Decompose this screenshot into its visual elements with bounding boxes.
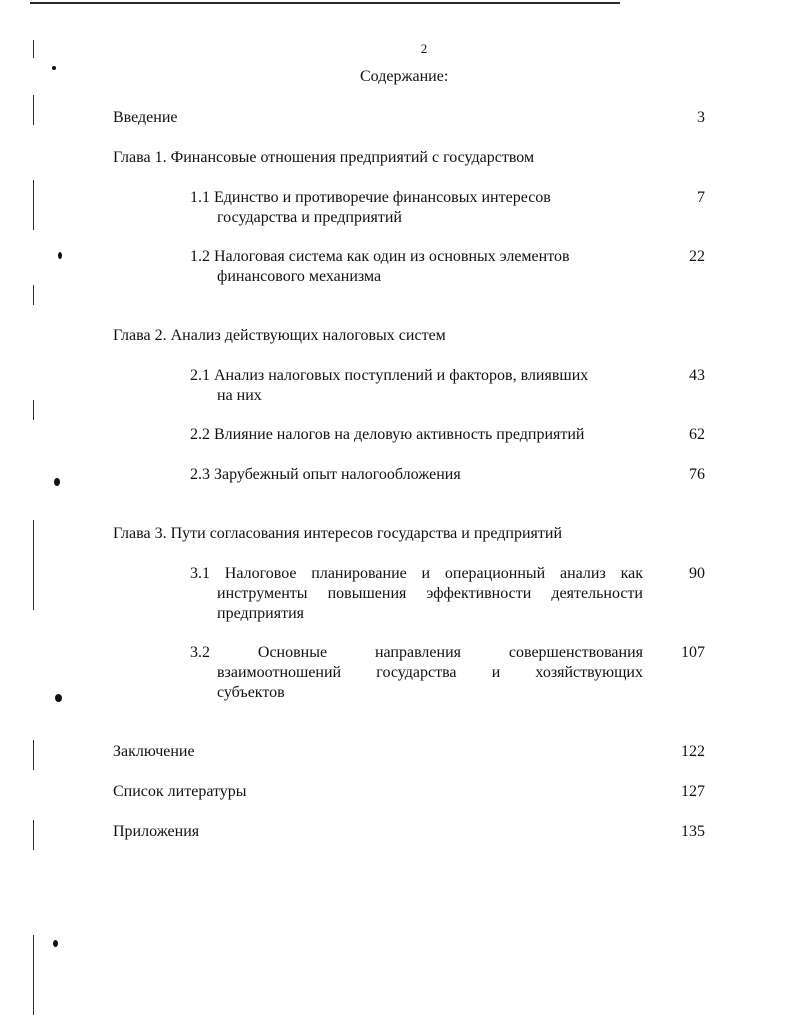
scan-left-mark xyxy=(33,180,34,230)
scan-left-mark xyxy=(33,820,34,850)
toc-section-3-2-cont2: субъектов xyxy=(217,684,285,701)
toc-entry-conclusion: Заключение xyxy=(113,743,195,760)
toc-chapter-3: Глава 3. Пути согласования интересов государства и предприятий xyxy=(113,525,563,542)
toc-page-literature: 127 xyxy=(681,783,705,800)
toc-section-3-1-cont2: предприятия xyxy=(217,605,304,622)
scan-left-mark xyxy=(33,95,34,125)
toc-section-3-1-cont: инструменты повышения эффективности деятельности xyxy=(217,585,643,602)
toc-section-1-2: 1.2 Налоговая система как один из основных элементов xyxy=(190,248,570,265)
toc-page-appendix: 135 xyxy=(681,823,705,840)
toc-page-2-1: 43 xyxy=(689,367,705,384)
toc-page-conclusion: 122 xyxy=(681,743,705,760)
toc-page-1-2: 22 xyxy=(689,248,705,265)
scan-left-mark xyxy=(33,285,34,305)
scan-left-mark xyxy=(33,935,34,1015)
toc-page-intro: 3 xyxy=(697,109,705,126)
toc-section-3-2: 3.2 Основные направления совершенствования xyxy=(190,644,643,661)
scan-left-mark xyxy=(33,740,34,770)
toc-chapter-2: Глава 2. Анализ действующих налоговых систем xyxy=(113,327,446,344)
scan-punch-dot xyxy=(54,478,60,486)
scan-top-border xyxy=(30,2,620,4)
scan-punch-dot xyxy=(58,252,62,259)
page-title: Содержание: xyxy=(360,68,449,85)
page-number: 2 xyxy=(420,41,428,56)
toc-page-2-3: 76 xyxy=(689,466,705,483)
toc-entry-intro: Введение xyxy=(113,109,178,126)
scan-punch-dot xyxy=(55,694,62,702)
toc-page-1-1: 7 xyxy=(697,189,705,206)
toc-section-2-3: 2.3 Зарубежный опыт налогообложения xyxy=(190,466,461,483)
toc-page-3-1: 90 xyxy=(689,565,705,582)
scan-left-mark xyxy=(33,400,34,420)
toc-section-1-2-cont: финансового механизма xyxy=(217,268,382,285)
toc-section-2-1: 2.1 Анализ налоговых поступлений и факторов, влиявших xyxy=(190,367,589,384)
toc-section-3-1: 3.1 Налоговое планирование и операционный анализ как xyxy=(190,565,643,582)
toc-page-3-2: 107 xyxy=(681,644,705,661)
toc-entry-literature: Список литературы xyxy=(113,783,247,800)
toc-section-1-1: 1.1 Единство и противоречие финансовых интересов xyxy=(190,189,551,206)
toc-page-2-2: 62 xyxy=(689,426,705,443)
toc-section-1-1-cont: государства и предприятий xyxy=(217,209,402,226)
toc-section-2-1-cont: на них xyxy=(217,387,262,404)
scan-punch-dot xyxy=(52,66,56,70)
toc-entry-appendix: Приложения xyxy=(113,823,200,840)
scan-punch-dot xyxy=(53,940,58,947)
toc-section-2-2: 2.2 Влияние налогов на деловую активность предприятий xyxy=(190,426,585,443)
toc-chapter-1: Глава 1. Финансовые отношения предприятий с государством xyxy=(113,149,535,166)
toc-section-3-2-cont: взаимоотношений государства и хозяйствующих xyxy=(217,664,643,681)
scan-left-mark xyxy=(33,520,34,610)
